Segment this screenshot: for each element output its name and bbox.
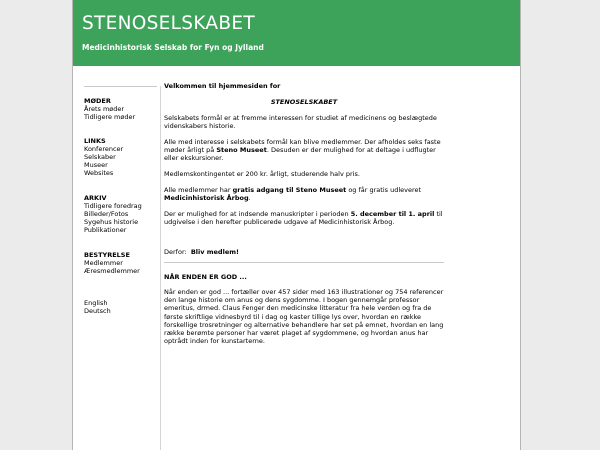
sidebar-item-medlemmer[interactable]: Medlemmer — [84, 259, 123, 267]
sidebar-section-bestyrelse — [84, 251, 140, 275]
site-subtitle: Medicinhistorisk Selskab for Fyn og Jylland — [82, 43, 264, 52]
sidebar-languages — [84, 299, 111, 315]
sidebar-item-publikationer[interactable]: Publikationer — [84, 226, 127, 234]
derfor-label: Derfor: — [164, 248, 187, 256]
sidebar-section-moder — [84, 97, 135, 121]
sidebar-item-tidligere-foredrag[interactable]: Tidligere foredrag — [84, 202, 142, 210]
language-english-link[interactable]: English — [84, 299, 108, 307]
sidebar-item-websites[interactable]: Websites — [84, 169, 114, 177]
page-container — [72, 0, 521, 450]
sidebar-heading-bestyrelse: BESTYRELSE — [84, 251, 130, 259]
sidebar-item-konferencer[interactable]: Konferencer — [84, 145, 124, 153]
section-divider — [164, 262, 444, 263]
sidebar-top-divider — [84, 86, 157, 87]
column-divider — [160, 86, 161, 450]
book-description: Når enden er god ... fortæller over 457 sider med 163 illustrationer og 754 referencer den lange historie om anus og dens sygdomme. I bogen gennemgår professor emeritus, drmed. Claus Fenger den medicinske litteratur fra hele verden og fra de første skriftlige vidnesbyrd til i dag og kaster tillige lys over, hvordan en række forskellige trosretninger og alternative behandlere har set på emnet, hvordan en lang række berømte personer har været plaget af sygdommene, og hvordan anus har optrådt inden for kunstarterne. — [164, 288, 444, 346]
free-access-text: gratis adgang til Steno Museet — [232, 186, 347, 194]
paragraph-membership: Alle med interesse i selskabets formål kan blive medlemmer. Der afholdes seks faste møder årligt på Steno Museet. Desuden er der mulighed for at deltage i udflugter eller ekskursioner. — [164, 138, 441, 163]
sidebar-section-links — [84, 137, 123, 177]
sidebar-item-museer[interactable]: Museer — [84, 161, 108, 169]
sidebar-item-selskaber[interactable]: Selskaber — [84, 153, 116, 161]
sidebar-section-arkiv — [84, 194, 142, 234]
sidebar-item-billeder-fotos[interactable]: Billeder/Fotos — [84, 210, 129, 218]
sidebar-item-tidligere-moder[interactable]: Tidligere møder — [84, 113, 136, 121]
sidebar-item-aeresmedlemmer[interactable]: Æresmedlemmer — [84, 267, 140, 275]
paragraph-manuscripts: Der er mulighed for at indsende manuskripter i perioden 5. december til 1. april til udgivelse i den herefter publicerede udgave af Medicinhistorisk Årbog. — [164, 210, 443, 227]
sidebar-heading-moder: MØDER — [84, 97, 111, 105]
sidebar-heading-arkiv: ARKIV — [84, 194, 107, 202]
join-line — [164, 248, 444, 256]
sidebar-item-sygehus-historie[interactable]: Sygehus historie — [84, 218, 139, 226]
welcome-heading: Velkommen til hjemmesiden for — [164, 82, 281, 90]
paragraph-benefits: Alle medlemmer har gratis adgang til Steno Museet og får gratis udleveret Medicinhistorisk Årbog. — [164, 186, 422, 203]
yearbook-text: Medicinhistorisk Årbog — [164, 194, 249, 203]
book-heading: NÅR ENDEN ER GOD ... — [164, 273, 247, 281]
site-header — [73, 0, 520, 66]
steno-museet-text: Steno Museet — [216, 146, 267, 155]
welcome-society-name: STENOSELSKABET — [270, 98, 338, 106]
paragraph-purpose: Selskabets formål er at fremme interessen for studiet af medicinens og beslægtede videnskabers historie. — [164, 114, 437, 131]
language-deutsch-link[interactable]: Deutsch — [84, 307, 111, 315]
join-link[interactable]: Bliv medlem! — [190, 248, 239, 256]
site-title[interactable]: STENOSELSKABET — [82, 13, 255, 34]
sidebar-heading-links: LINKS — [84, 137, 106, 145]
paragraph-fee: Medlemskontingentet er 200 kr. årligt, studerende halv pris. — [164, 170, 360, 178]
sidebar-item-arets-moder[interactable]: Årets møder — [84, 105, 125, 113]
submission-period-text: 5. december til 1. april — [350, 210, 435, 218]
